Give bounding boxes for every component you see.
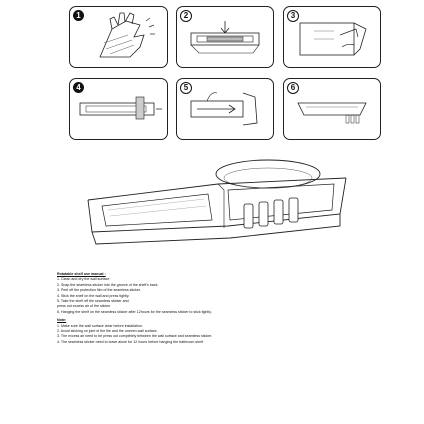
manual-title: Rotatable shelf use manual : — [57, 272, 106, 276]
step-6-panel — [283, 78, 381, 140]
step-5-panel — [176, 78, 274, 140]
usage-manual — [57, 272, 377, 345]
step-number-badge: 4 — [73, 82, 84, 93]
manual-note: 4. The seamless sticker need to leave alone for 12 hours before hanging the bathroom shelf. — [57, 339, 204, 344]
manual-note: 3. The excess air need to be press out completely between the wall surface and seamless sticker. — [57, 334, 213, 339]
notes-title: Note: — [57, 318, 67, 323]
stick-shelf-illustration — [70, 79, 167, 139]
manual-step: 3. Peel off the protection film of the seamless sticker. — [57, 288, 141, 293]
manual-step: 6. Hanging the shelf on the seamless sticker after 12hours for the seamless sticker to stick tightly. — [57, 309, 212, 314]
step-1-panel — [69, 6, 168, 68]
cleaning-hand-illustration — [70, 7, 167, 67]
manual-step: 4. Stick the shelf on the wall and press tightly. — [57, 293, 130, 298]
step-number-badge: 5 — [180, 82, 192, 94]
manual-step: press out excess air of the sticker — [57, 304, 111, 309]
manual-note: 1. Make sure the wall surface clear before installation. — [57, 323, 143, 328]
manual-step: 5. Take the shelf off the seamless sticker and — [57, 299, 129, 304]
step-number-badge: 3 — [287, 10, 299, 22]
step-number-badge: 1 — [73, 10, 84, 21]
step-2-panel — [176, 6, 274, 68]
step-4-panel — [69, 78, 168, 140]
step-number-badge: 2 — [180, 10, 192, 22]
step-number-badge: 6 — [287, 82, 299, 94]
shelf-product-illustration — [78, 150, 348, 260]
manual-step: 2. Snap the seamless sticker into the groove of the shelf's back. — [57, 282, 159, 287]
manual-note: 2. Avoid sticking on joint of the tile and the uneven wall surface. — [57, 329, 158, 334]
step-3-panel — [283, 6, 381, 68]
manual-step: 1. Clean and dry the wall surface. — [57, 277, 111, 282]
